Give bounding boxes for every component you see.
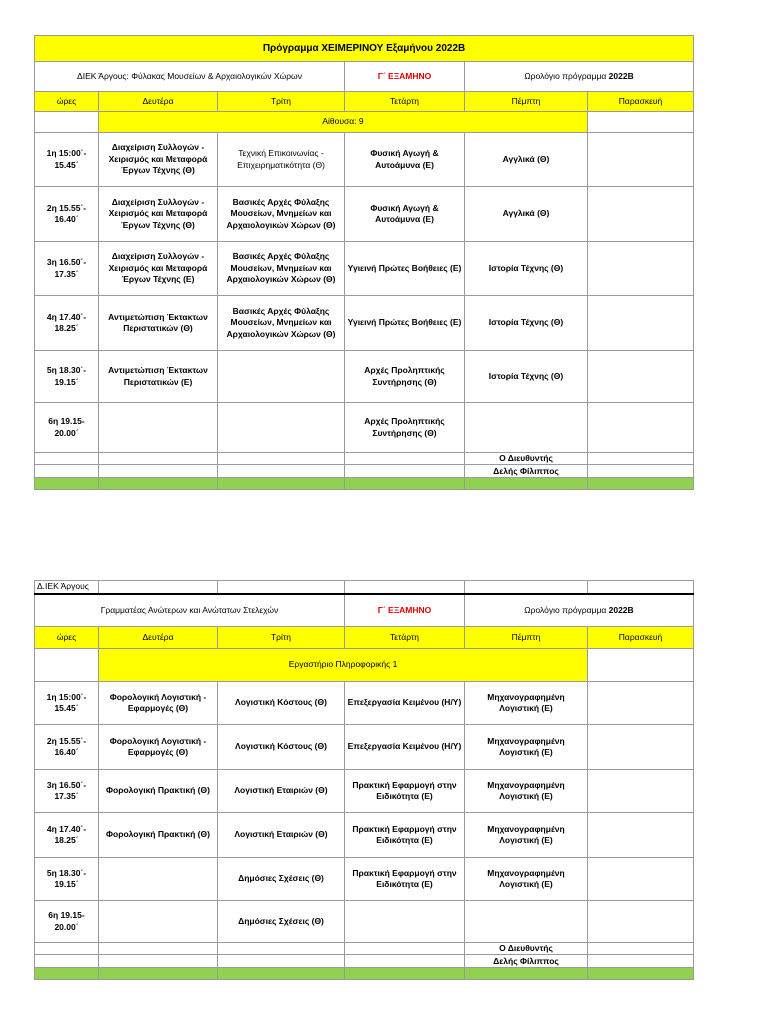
course-cell: Φορολογική Πρακτική (Θ) bbox=[99, 770, 218, 813]
course-cell: Φυσική Αγωγή & Αυτοάμυνα (Ε) bbox=[345, 133, 465, 187]
course-cell: Φορολογική Λογιστική - Εφαρμογές (Θ) bbox=[99, 725, 218, 770]
course-cell bbox=[588, 901, 694, 943]
course-cell: Μηχανογραφημένη Λογιστική (Ε) bbox=[465, 725, 588, 770]
time-slot: 4η 17.40΄- 18.25΄ bbox=[35, 813, 99, 858]
empty-cell bbox=[218, 581, 345, 594]
course-cell: Πρακτική Εφαρμογή στην Ειδικότητα (Ε) bbox=[345, 858, 465, 901]
course-cell bbox=[588, 725, 694, 770]
empty-cell bbox=[588, 112, 694, 133]
course-cell: Πρακτική Εφαρμογή στην Ειδικότητα (Ε) bbox=[345, 813, 465, 858]
room-label: Εργαστήριο Πληροφορικής 1 bbox=[99, 649, 588, 682]
course-cell: Ιστορία Τέχνης (Θ) bbox=[465, 296, 588, 351]
director-title: Ο Διευθυντής bbox=[465, 943, 588, 955]
table-row bbox=[35, 682, 694, 725]
course-cell: Βασικές Αρχές Φύλαξης Μουσείων, Μνημείων και Αρχαιολογικών Χώρων (Θ) bbox=[218, 296, 345, 351]
course-cell: Διαχείριση Συλλογών - Χειρισμός και Μεταφορά Έργων Τέχνης (Θ) bbox=[99, 187, 218, 242]
program-label: Ωρολόγιο πρόγραμμα 2022Β bbox=[465, 62, 694, 92]
time-slot: 3η 16.50΄- 17.35΄ bbox=[35, 242, 99, 296]
director-title: Ο Διευθυντής bbox=[465, 453, 588, 465]
course-cell bbox=[218, 351, 345, 403]
course-cell: Επεξεργασία Κειμένου (Η/Υ) bbox=[345, 682, 465, 725]
course-cell: Φορολογική Λογιστική - Εφαρμογές (Θ) bbox=[99, 682, 218, 725]
table-row bbox=[35, 133, 694, 187]
time-slot: 6η 19.15- 20.00΄ bbox=[35, 403, 99, 453]
green-footer-bar bbox=[35, 478, 694, 490]
course-cell: Αντιμετώπιση Έκτακτων Περιστατικών (Θ) bbox=[99, 296, 218, 351]
header-friday: Παρασκευή bbox=[588, 92, 694, 112]
course-cell: Αντιμετώπιση Έκτακτων Περιστατικών (Ε) bbox=[99, 351, 218, 403]
header-tuesday: Τρίτη bbox=[218, 627, 345, 649]
course-cell: Αγγλικά (Θ) bbox=[465, 133, 588, 187]
time-slot: 3η 16.50΄- 17.35΄ bbox=[35, 770, 99, 813]
course-cell: Πρακτική Εφαρμογή στην Ειδικότητα (Ε) bbox=[345, 770, 465, 813]
course-cell: Δημόσιες Σχέσεις (Θ) bbox=[218, 858, 345, 901]
director-name: Δελής Φίλιππος bbox=[465, 955, 588, 968]
school-name: Γραμματέας Ανώτερων και Ανώτατων Στελεχών bbox=[35, 594, 345, 627]
course-cell bbox=[345, 901, 465, 943]
empty-cell bbox=[465, 581, 588, 594]
schedule-table-1 bbox=[34, 35, 694, 490]
time-slot: 5η 18.30΄- 19.15΄ bbox=[35, 858, 99, 901]
course-cell bbox=[588, 242, 694, 296]
table-row bbox=[35, 296, 694, 351]
empty-cell bbox=[345, 581, 465, 594]
course-cell: Λογιστική Εταιριών (Θ) bbox=[218, 770, 345, 813]
time-slot: 2η 15.55΄- 16.40΄ bbox=[35, 187, 99, 242]
table-row bbox=[35, 351, 694, 403]
time-slot: 1η 15:00΄- 15.45΄ bbox=[35, 682, 99, 725]
program-label: Ωρολόγιο πρόγραμμα 2022Β bbox=[465, 594, 694, 627]
course-cell bbox=[588, 682, 694, 725]
course-cell: Αρχές Προληπτικής Συντήρησης (Θ) bbox=[345, 403, 465, 453]
course-cell: Τεχνική Επικοινωνίας - Επιχειρηματικότητα (Θ) bbox=[218, 133, 345, 187]
semester-label: Γ΄ ΕΞΑΜΗΝΟ bbox=[345, 594, 465, 627]
course-cell: Μηχανογραφημένη Λογιστική (Ε) bbox=[465, 858, 588, 901]
time-slot: 4η 17.40΄- 18.25΄ bbox=[35, 296, 99, 351]
course-cell bbox=[99, 901, 218, 943]
course-cell: Μηχανογραφημένη Λογιστική (Ε) bbox=[465, 813, 588, 858]
course-cell: Φορολογική Πρακτική (Θ) bbox=[99, 813, 218, 858]
table-row bbox=[35, 187, 694, 242]
empty-cell bbox=[588, 649, 694, 682]
green-footer-bar bbox=[35, 968, 694, 980]
header-hours: ώρες bbox=[35, 92, 99, 112]
header-tuesday: Τρίτη bbox=[218, 92, 345, 112]
course-cell bbox=[588, 351, 694, 403]
course-cell: Λογιστική Κόστους (Θ) bbox=[218, 725, 345, 770]
course-cell: Λογιστική Εταιριών (Θ) bbox=[218, 813, 345, 858]
course-cell: Μηχανογραφημένη Λογιστική (Ε) bbox=[465, 770, 588, 813]
school-short-name: Δ.ΙΕΚ Άργους bbox=[35, 581, 99, 594]
course-cell bbox=[588, 296, 694, 351]
course-cell bbox=[465, 403, 588, 453]
course-cell: Βασικές Αρχές Φύλαξης Μουσείων, Μνημείων και Αρχαιολογικών Χώρων (Θ) bbox=[218, 242, 345, 296]
course-cell: Υγιεινή Πρώτες Βοήθειες (Ε) bbox=[345, 242, 465, 296]
time-slot: 2η 15.55΄- 16.40΄ bbox=[35, 725, 99, 770]
course-cell: Ιστορία Τέχνης (Θ) bbox=[465, 351, 588, 403]
course-cell: Βασικές Αρχές Φύλαξης Μουσείων, Μνημείων και Αρχαιολογικών Χώρων (Θ) bbox=[218, 187, 345, 242]
empty-cell bbox=[35, 649, 99, 682]
header-monday: Δευτέρα bbox=[99, 92, 218, 112]
header-wednesday: Τετάρτη bbox=[345, 92, 465, 112]
course-cell bbox=[588, 187, 694, 242]
table-row bbox=[35, 901, 694, 943]
header-friday: Παρασκευή bbox=[588, 627, 694, 649]
header-wednesday: Τετάρτη bbox=[345, 627, 465, 649]
header-hours: ώρες bbox=[35, 627, 99, 649]
course-cell bbox=[218, 403, 345, 453]
course-cell bbox=[99, 858, 218, 901]
course-cell bbox=[465, 901, 588, 943]
empty-cell bbox=[588, 581, 694, 594]
semester-label: Γ΄ ΕΞΑΜΗΝΟ bbox=[345, 62, 465, 92]
course-cell: Αρχές Προληπτικής Συντήρησης (Θ) bbox=[345, 351, 465, 403]
course-cell bbox=[99, 403, 218, 453]
table-row bbox=[35, 403, 694, 453]
course-cell: Υγιεινή Πρώτες Βοήθειες (Ε) bbox=[345, 296, 465, 351]
course-cell bbox=[588, 813, 694, 858]
time-slot: 6η 19.15- 20.00΄ bbox=[35, 901, 99, 943]
table-row bbox=[35, 813, 694, 858]
course-cell: Διαχείριση Συλλογών - Χειρισμός και Μεταφορά Έργων Τέχνης (Ε) bbox=[99, 242, 218, 296]
table-row bbox=[35, 858, 694, 901]
table-row bbox=[35, 770, 694, 813]
course-cell: Μηχανογραφημένη Λογιστική (Ε) bbox=[465, 682, 588, 725]
course-cell: Φυσική Αγωγή & Αυτοάμυνα (Ε) bbox=[345, 187, 465, 242]
time-slot: 1η 15:00΄- 15.45΄ bbox=[35, 133, 99, 187]
course-cell: Δημόσιες Σχέσεις (Θ) bbox=[218, 901, 345, 943]
course-cell bbox=[588, 858, 694, 901]
school-name: ΔΙΕΚ Άργους: Φύλακας Μουσείων & Αρχαιολογικών Χώρων bbox=[35, 62, 345, 92]
course-cell bbox=[588, 403, 694, 453]
course-cell: Λογιστική Κόστους (Θ) bbox=[218, 682, 345, 725]
schedule-title: Πρόγραμμα ΧΕΙΜΕΡΙΝΟΥ Εξαμήνου 2022Β bbox=[35, 36, 694, 62]
course-cell: Επεξεργασία Κειμένου (Η/Υ) bbox=[345, 725, 465, 770]
course-cell bbox=[588, 133, 694, 187]
header-thursday: Πέμπτη bbox=[465, 92, 588, 112]
course-cell: Διαχείριση Συλλογών - Χειρισμός και Μεταφορά Έργων Τέχνης (Θ) bbox=[99, 133, 218, 187]
table-row bbox=[35, 725, 694, 770]
empty-cell bbox=[99, 581, 218, 594]
empty-cell bbox=[35, 112, 99, 133]
header-thursday: Πέμπτη bbox=[465, 627, 588, 649]
header-monday: Δευτέρα bbox=[99, 627, 218, 649]
course-cell: Αγγλικά (Θ) bbox=[465, 187, 588, 242]
table-row bbox=[35, 242, 694, 296]
room-label: Αίθουσα: 9 bbox=[99, 112, 588, 133]
course-cell bbox=[588, 770, 694, 813]
time-slot: 5η 18.30΄- 19.15΄ bbox=[35, 351, 99, 403]
director-name: Δελής Φίλιππος bbox=[465, 465, 588, 478]
course-cell: Ιστορία Τέχνης (Θ) bbox=[465, 242, 588, 296]
schedule-table-2 bbox=[34, 580, 694, 980]
